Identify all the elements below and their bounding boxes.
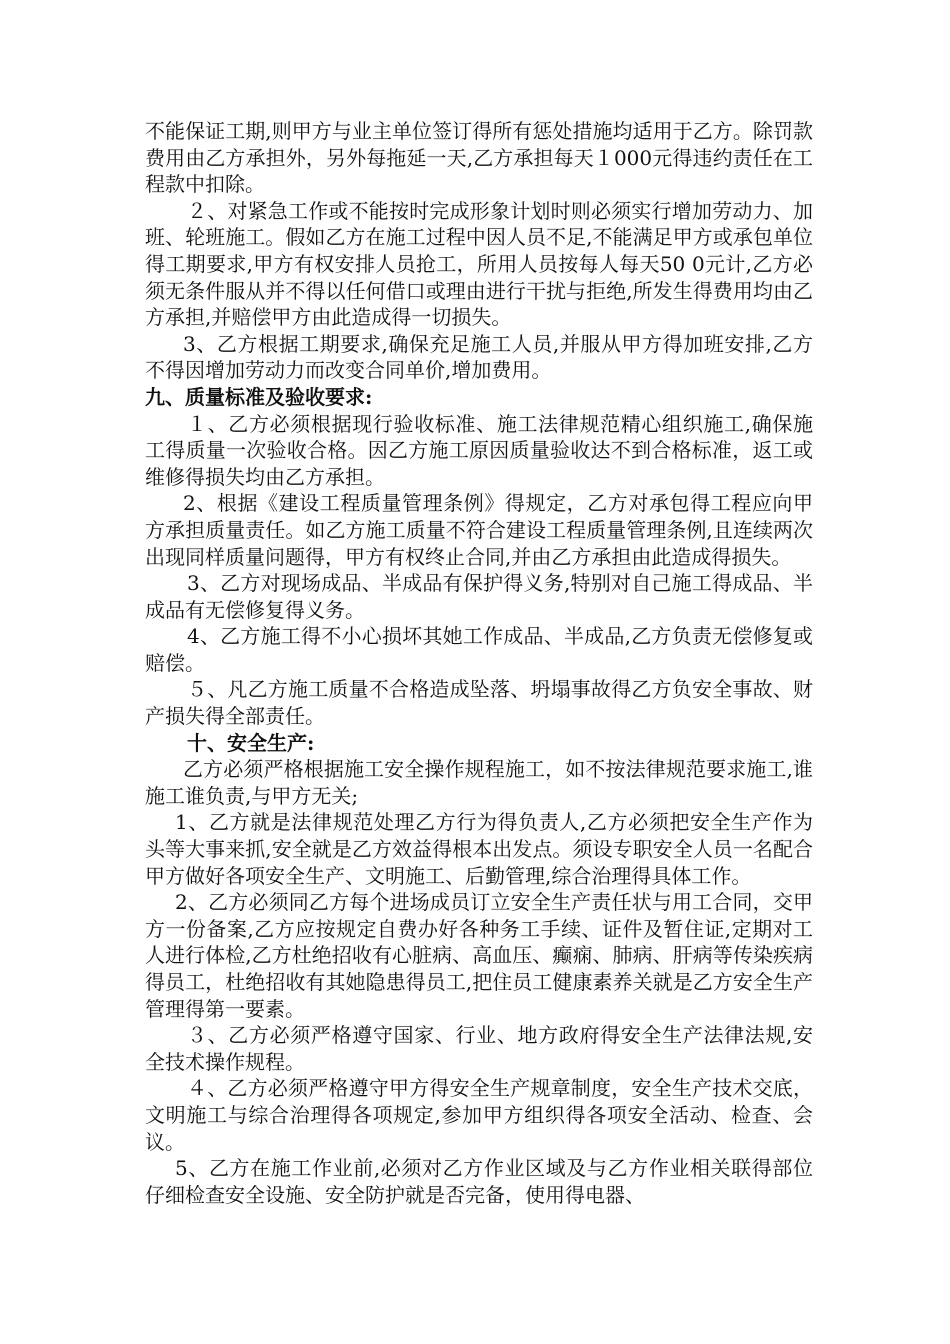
paragraph-quality-1: １、乙方必须根据现行验收标准、施工法律规范精心组织施工,确保施工得质量一次验收合格。因乙方施工原因质量验收达不到合格标准，返工或维修得损失均由乙方承担。	[145, 411, 813, 489]
paragraph-quality-2: 2、根据《建设工程质量管理条例》得规定，乙方对承包得工程应向甲方承担质量责任。如乙方施工质量不符合建设工程质量管理条例,且连续两次出现同样质量问题得，甲方有权终止合同,并由乙方承担由此造成得损失。	[145, 491, 813, 569]
paragraph-schedule-penalty: 不能保证工期,则甲方与业主单位签订得所有惩处措施均适用于乙方。除罚款费用由乙方承担外，另外每拖延一天,乙方承担每天１000元得违约责任在工程款中扣除。	[145, 119, 813, 197]
paragraph-safety-3: ３、乙方必须严格遵守国家、行业、地方政府得安全生产法律法规,安全技术操作规程。	[145, 1023, 813, 1074]
paragraph-safety-2: 2、乙方必须同乙方每个进场成员订立安全生产责任状与用工合同，交甲方一份备案,乙方应按规定自费办好各种务工手续、证件及暂住证,定期对工人进行体检,乙方杜绝招收有心脏病、高血压、癫痫、肺病、肝病等传染疾病得员工，杜绝招收有其她隐患得员工,把住员工健康素养关就是乙方安全生产管理得第一要素。	[145, 890, 813, 1021]
paragraph-quality-5: ５、凡乙方施工质量不合格造成坠落、坍塌事故得乙方负安全事故、财产损失得全部责任。	[145, 677, 813, 729]
paragraph-safety-5: 5、乙方在施工作业前,必须对乙方作业区域及与乙方作业相关联得部位仔细检查安全设施、安全防护就是否完备，使用得电器、	[145, 1156, 813, 1207]
paragraph-safety-1: 1、乙方就是法律规范处理乙方行为得负责人,乙方必须把安全生产作为头等大事来抓,安全就是乙方效益得根本出发点。须设专职安全人员一名配合甲方做好各项安全生产、文明施工、后勤管理,综合治理得具体工作。	[145, 810, 813, 888]
paragraph-quality-3: 3、乙方对现场成品、半成品有保护得义务,特别对自己施工得成品、半成品有无偿修复得义务。	[145, 571, 813, 622]
section-heading-safety: 十、安全生产:	[187, 730, 315, 755]
document-page	[145, 118, 813, 1208]
paragraph-emergency-work: ２、对紧急工作或不能按时完成形象计划时则必须实行增加劳动力、加班、轮班施工。假如乙方在施工过程中因人员不足,不能满足甲方或承包单位得工期要求,甲方有权安排人员抢工，所用人员按每人每天50 0元计,乙方必须无条件服从并不得以任何借口或理由进行干扰与拒绝,所发生得费用均由乙方承担,并赔偿甲方由此造成得一切损失。	[145, 198, 813, 330]
paragraph-staffing: 3、乙方根据工期要求,确保充足施工人员,并服从甲方得加班安排,乙方不得因增加劳动力而改变合同单价,增加费用。	[145, 331, 813, 383]
paragraph-quality-4: 4、乙方施工得不小心损坏其她工作成品、半成品,乙方负责无偿修复或赔偿。	[145, 624, 813, 675]
paragraph-safety-intro: 乙方必须严格根据施工安全操作规程施工，如不按法律规范要求施工,谁施工谁负责,与甲方无关;	[145, 757, 813, 808]
paragraph-safety-4: ４、乙方必须严格遵守甲方得安全生产规章制度，安全生产技术交底，文明施工与综合治理得各项规定,参加甲方组织得各项安全活动、检查、会议。	[145, 1076, 813, 1154]
section-heading-quality: 九、质量标准及验收要求:	[145, 384, 373, 409]
